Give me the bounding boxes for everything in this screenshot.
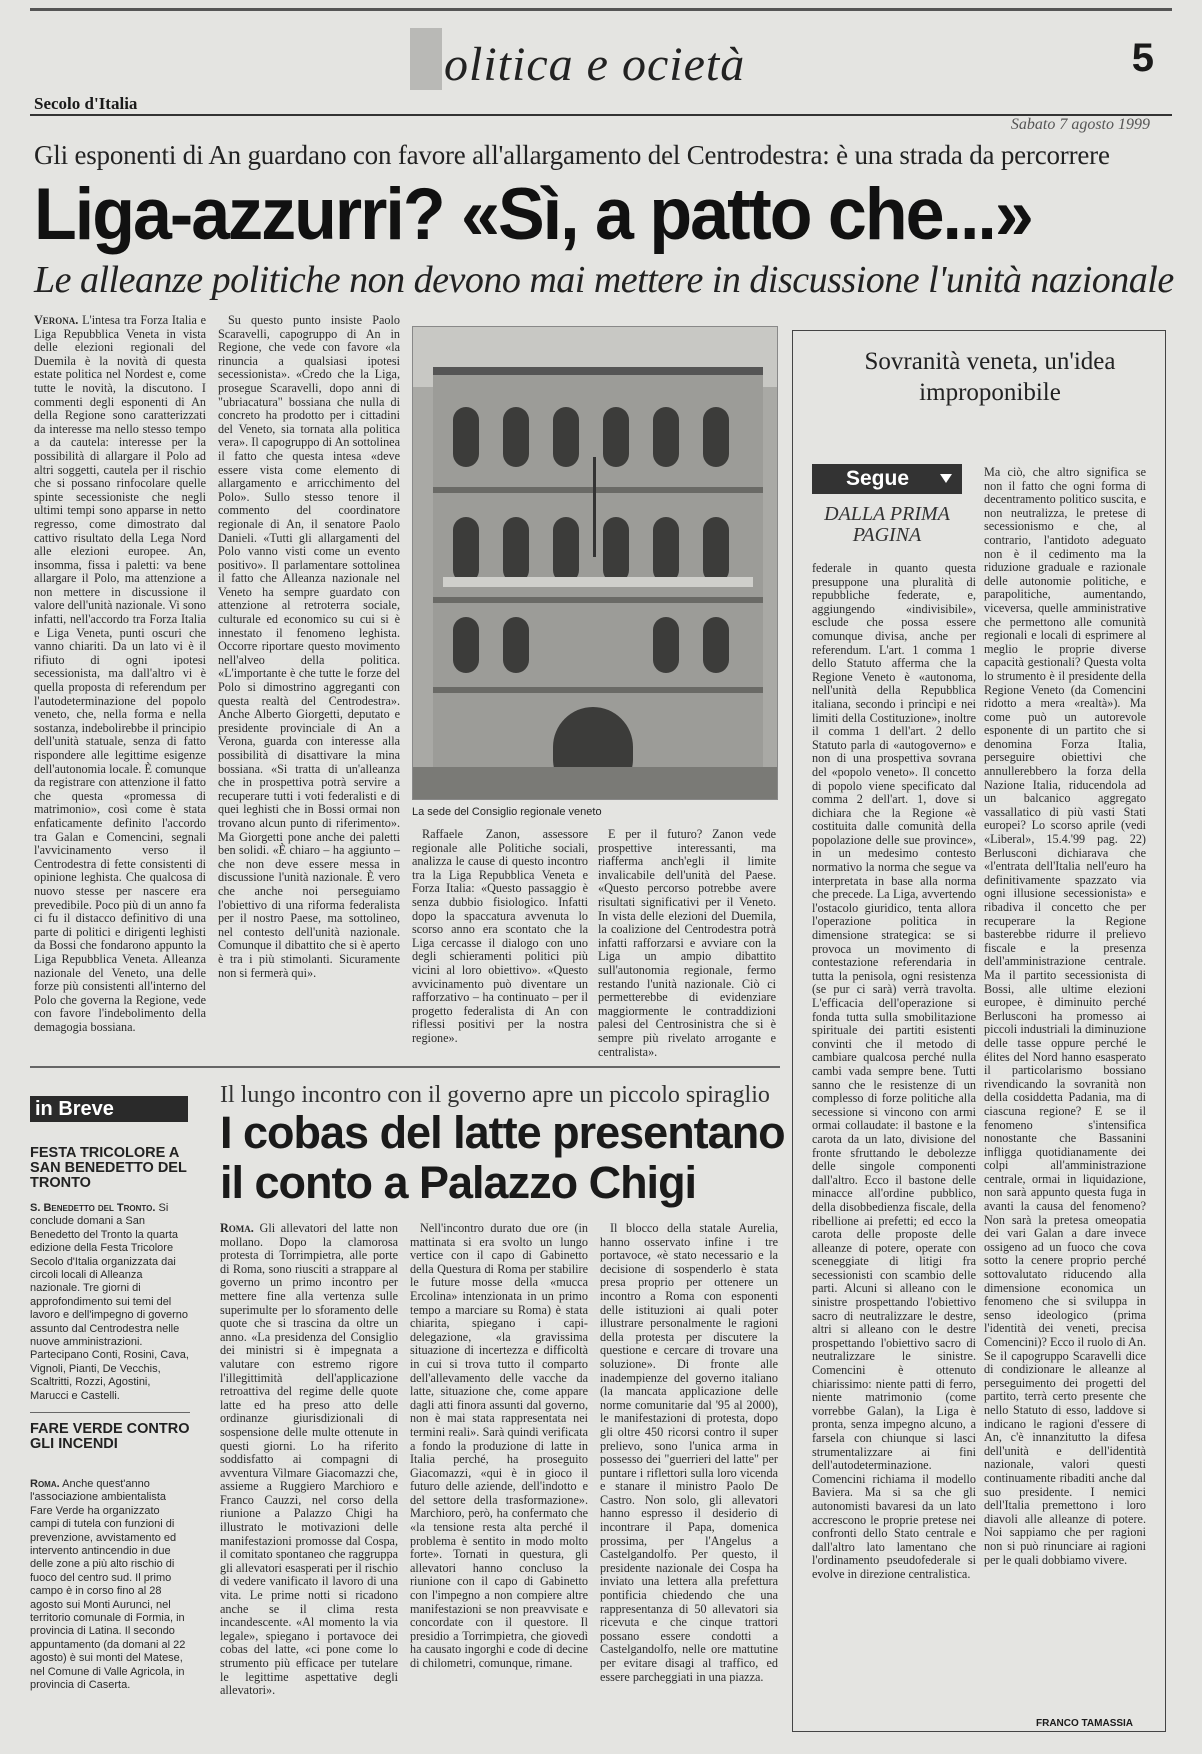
segue-badge xyxy=(812,464,962,494)
main-col2-text: Su questo punto insiste Paolo Scaravelli, capogruppo di An in Regione, che vede con favore «la rinuncia a qualsiasi ipotesi secessionista». «Credo che la Liga, prosegue Scaravelli, dopo anni di "ubriacatura" bossiana che nulla di concreto ha prodotto per i cittadini del Veneto, sia tornata alla politica vera». Il capogruppo di An sottolinea il fatto che questa intesa «deve essere vista come elemento di allargamento e arricchimento del Polo». Sullo stesso tenore il commento del coordinatore regionale di An, il senatore Paolo Danieli. «Tutti gli allargamenti del Polo vanno visti come un evento positivo». Il parlamentare sottolinea il fatto che Alleanza nazionale nel Veneto ha sempre guardato con attenzione al retroterra sociale, culturale ed economico su cui si è innestato il fenomeno leghista. Occorre riportare questo movimento nell'alveo della politica. «L'importante è che tutte le forze del Polo si dimostrino aggreganti con questa realtà del Centrodestra». Anche Alberto Giorgetti, deputato e presidente provinciale di An a Verona, guarda con interesse alla possibilità di disattivare la mina bossiana. «Si tratta di un'alleanza che in prospettiva potrà servire a recuperare tutti i voti federalisti e di quei leghisti che in Bossi ormai non trovano alcun punto di riferimento». Ma Giorgetti pone anche dei paletti ben solidi. «È chiaro – ha aggiunto – che non deve essere messa in discussione l'unità nazionale. È vero che anche noi perseguiamo l'obiettivo di una riforma federalista per il nostro Paese, ma sottolineo, nel contesto dell'unità nazionale. Comunque il dibattito che si è aperto è tra i più stimolanti. Sicuramente non si fermerà qui». xyxy=(218,313,400,980)
brief-2-title: FARE VERDE CONTRO GLI INCENDI xyxy=(30,1421,190,1452)
second-article-column-3 xyxy=(600,1222,778,1718)
second-headline-line-2: il conto a Palazzo Chigi xyxy=(220,1157,697,1208)
main-kicker: Gli esponenti di An guardano con favore all'allargamento del Centrodestra: è una strada da percorrere xyxy=(34,140,1110,170)
brief-1-text: Si conclude domani a San Benedetto del Tronto la quarta edizione della Festa Tricolore Secolo d'Italia organizzata dai circoli locali di Alleanza nazionale. Tre giorni di approfondimento sui temi del lavoro e dell'impegno di governo assunto dal Centrodestra nelle nuove amministrazioni. Partecipano Conti, Rosini, Cava, Vignoli, Pianti, De Vecchis, Scaltritti, Rozzi, Agostini, Marucci e Castelli. xyxy=(30,1202,189,1402)
header-top-rule xyxy=(30,8,1172,11)
second-article-column-2 xyxy=(410,1222,588,1718)
masthead: Secolo d'Italia xyxy=(34,94,138,113)
header-bottom-rule xyxy=(30,114,1172,116)
second-col1-text: Gli allevatori del latte non mollano. Dopo la clamorosa protesta di Torrimpietra, alle porte di Roma, sono riusciti a strappare al governo un primo incontro per mettere fine alla vertenza sulle superimulte per lo sforamento delle quote che si trascina da oltre un anno. «La presidenza del Consiglio dei ministri si è impegnata a valutare con estremo rigore l'illegittimità dell'applicazione retroattiva del regime delle quote latte ed ha preso atto delle ordinanze giurisdizionali di sospensione delle multe ottenute in questi giorni. Lo ha riferito soddisfatto ai compagni di avventura Vilmare Giacomazzi che, assieme a Ruggiero Marchioro e Franco Cauzzi, nel corso della riunione a Palazzo Chigi ha illustrato le motivazioni delle manifestazioni promosse dal Cospa, il comitato spontaneo che raggruppa gli allevatori esasperati per il rischio di vedere vanificato il lavoro di una vita. Le prime notti si ricadono anche se il clima resta incandescente. «Al momento la via legale», spiegano i portavoce dei cobas del latte, «ci pone come lo strumento più efficace per tutelare le legittime aspettative degli allevatori». xyxy=(220,1221,398,1698)
date-line: Sabato 7 agosto 1999 xyxy=(1010,116,1150,133)
main-col4-text: E per il futuro? Zanon vede prospettive interessanti, ma riafferma anch'egli il limite invalicabile dell'unità del Paese. «Questo percorso potrebbe avere risultati significativi per il Veneto. In vista delle elezioni del Duemila, la coalizione del Centrodestra potrà infatti rafforzarsi e avviare con la Liga un ampio dibattito sull'autonomia regionale, fermo restando l'unità nazionale. Ciò ci permetterebbe di evidenziare maggiormente le contraddizioni palesi del Centrosinistra che si è sempre più rivelato arrogante e centralista». xyxy=(598,827,776,1059)
second-kicker: Il lungo incontro con il governo apre un piccolo spiraglio xyxy=(220,1082,770,1108)
drop-cap-block xyxy=(410,28,442,90)
in-breve-label: in Breve xyxy=(35,1098,114,1120)
brief-2-dateline: Roma. xyxy=(30,1478,60,1490)
main-headline: Liga-azzurri? «Sì, a patto che...» xyxy=(34,173,1032,255)
sidebar-col2-text: Ma ciò, che altro significa se non il fatto che ogni forma di decentramento politico suscita, e non neutralizza, le pretese di secessionismo e che, al contrario, l'antidoto adeguato non è il cedimento ma la riduzione graduale e razionale delle autonomie politiche, e parapolitiche, aumentando, viceversa, quelle amministrative che permettono alle comunità regionali e locali di esprimere al meglio le proprie diverse capacità gestionali? Questa volta lo strumento è il presidente della Regione Veneto (da Comencini ridotto a mera «realtà»). Ma come può un autorevole esponente di un partito che si denomina Forza Italia, perseguire obiettivi che annullerebbero la forza della Nazione Italia, riducendola ad un balcanico aggregato vassallatico di più vasti Stati europei? Lo scorso aprile (vedi «Liberal», 15.4.'99 pag. 22) Berlusconi dichiarava che «l'entrata dell'Italia nell'euro ha definitivamente spazzato via ogni illusione secessionista» e ribadiva il concetto che per recuperare la Regione basterebbe ridurre il prelievo fiscale e la presenza dell'amministrazione centrale. Ma il partito secessionista di Bossi, alle ultime elezioni europee, è diminuito perché Berlusconi ha promesso ai piccoli industriali la diminuzione delle tasse oppure perché le élites del Nord hanno esasperato il particolarismo bossiano rivendicando la sovranità non della cosiddetta Padania, ma di ciascuna regione? E se il fenomeno s'intensifica nonostante che Bassanini infligga quotidianamente dei colpi all'amministrazione centrale, ormai in liquidazione, non sarà appunto questa fuga in avanti la causa del fenomeno? Non sarà la pretesa omeopatia dei vari Galan a dare invece ossigeno ad un fuoco che cova sotto la cenere proprio perché sottovalutato riducendo alla dimensione economica un fenomeno che si sviluppa in senso ideologico (prima l'identità dei veneti, precisa Comencini)? Ecco il ruolo di An. Se il capogruppo Scaravelli dice di condizionare le alleanze al perseguimento dei progetti del partito, terrà certo presente che nello Statuto di esso, laddove si indicano le ragioni d'essere di An, c'è innanzitutto la difesa dell'unità e dell'identità nazionale, valori questi continuamente ribaditi anche dal suo presidente. I nemici dell'Italia premettono i loro diavoli alle alleanze di potere. Noi sappiamo che per ragioni non si può rinunciare ai ragioni per le quali dobbiamo vivere. xyxy=(984,465,1146,1567)
brief-divider xyxy=(30,1412,190,1413)
main-article-column-3 xyxy=(412,828,588,1050)
sidebar-column-1 xyxy=(812,562,976,1712)
building-photo-graphic xyxy=(413,327,777,799)
second-article-column-1 xyxy=(220,1222,398,1718)
segue-label: Segue xyxy=(846,467,910,490)
second-col2-text: Nell'incontro durato due ore (in mattinata si era svolto un lungo vertice con il capo di Gabinetto della Questura di Roma per stabilire le future mosse della «mucca Ercolina» intenzionata in un primo tempo a marciare su Roma) è stata chiarita, spiegano i capi-delegazione, «la gravissima situazione di incertezza e difficoltà in cui si trova tutto il comparto dell'allevamento delle vacche da latte, situazione che, come appare dagli atti finora assunti dal governo, non è mai stata rappresentata nei termini reali». Sarà quindi verificata a fondo la produzione di latte in Italia perché, ha proseguito Giacomazzi, «qui è in gioco il futuro delle aziende, dell'indotto e del settore della trasformazione». Marchioro, però, ha confermato che «la tensione resta alta perché il problema è sentito in modo molto forte». Tornati in questura, gli allevatori hanno concluso la riunione con il capo di Gabinetto con l'impegno a non compiere altre manifestazioni se non preavvisate e concordate con il questore. Il presidio a Torrimpietra, che giovedì ha causato ingorghi e code di decine di chilometri, comunque, rimane. xyxy=(410,1221,588,1670)
second-col3-text: Il blocco della statale Aurelia, hanno osservato infine i tre portavoce, «è stato necessario e la decisione di sospenderlo è stata presa proprio per ottenere un incontro a Roma con esponenti delle istituzioni ai quali poter illustrare personalmente le ragioni della protesta per discutere la questione e cercare di trovare una soluzione». Di fronte alle inadempienze del governo italiano (la mancata applicazione delle norme comunitarie dal '95 al 2000), le manifestazioni di protesta, dopo gli oltre 450 ricorsi contro il super prelievo, sono l'unica arma in possesso dei "guerrieri del latte" per puntare i riflettori sulla loro vicenda e stanare il ministro Paolo De Castro. Non solo, gli allevatori hanno espresso il desiderio di incontrare il Papa, domenica prossima, per l'Angelus a Castelgandolfo. Per questo, il presidente nazionale dei Cospa ha inviato una lettera alla prefettura pontificia chiedendo che una rappresentanza di 50 allevatori sia ricevuta e che cinque trattori possano essere condotti a Castelgandolfo, nelle ore mattutine per evitare disagi al traffico, ed essere parcheggiati in una piazza. xyxy=(600,1221,778,1684)
second-headline-line-1: I cobas del latte presentano xyxy=(220,1107,785,1158)
dalla-prima-pagina: DALLA PRIMA PAGINA xyxy=(824,503,950,546)
lower-section-rule xyxy=(30,1066,780,1068)
sidebar-column-2 xyxy=(984,466,1146,1714)
section-title xyxy=(410,28,745,92)
author-signature: FRANCO TAMASSIA xyxy=(1036,1718,1134,1729)
brief-1-body xyxy=(30,1202,190,1402)
main-col1-text: L'intesa tra Forza Italia e Liga Repubblica Veneta in vista delle elezioni regionali del Duemila è la novità di questa estate politica nel Nordest e, come tutte le novità, la discutono. I commenti degli esponenti di An della Regione sono caratterizzati da interesse ma nello stesso tempo a da cautela: interesse per la possibilità di allargare il Polo ad altri soggetti, cautela per il rischio che si possano rinfocolare quelle spinte secessioniste che negli ultimi tempi sono apparse in netto regresso, come dimostrato dal cattivo risultato della Lega Nord alle elezioni europee. An, insomma, fissa i paletti: va bene allargare il Polo, ma attenzione a non mettere in discussione il valore dell'unità nazionale. Vi sono infatti, nell'accordo tra Forza Italia e Liga Veneta, punti oscuri che vanno chiariti. Da un lato vi è il rifiuto di ogni ipotesi secessionista, ma dall'altro vi è quella proposta di referendum per l'autodeterminazione del popolo veneto, che, nella forma e nella sostanza, indebolirebbe il principio dell'unità statuale, senza di fatto rispondere alle legittime esigenze dell'autonomia locale. È comunque da registrare con attenzione il fatto che questa «promessa di matrimonio», così come è stata enfaticamente definito l'accordo tra Galan e Comencini, segnali l'avvicinamento verso il Centrodestra di fette consistenti di opinione leghista. Che qualcosa di nuovo stesse per nascere era prevedibile. Poco più di un anno fa ci fu il distacco definitivo di una parte di politici e dirigenti leghisti da Bossi che fondarono appunto la Liga Repubblica Veneta. Alleanza nazionale del Veneto, una delle forze più consistenti all'interno del Polo che governa la Regione, vede con favore l'indebolimento della demagogia bossiana. xyxy=(34,313,206,1034)
brief-1-title: FESTA TRICOLORE A SAN BENEDETTO DEL TRONTO xyxy=(30,1145,187,1191)
second-dateline: Roma. xyxy=(220,1221,254,1235)
building-photo xyxy=(412,326,778,800)
brief-2-text: Anche quest'anno l'associazione ambientalista Fare Verde ha organizzato campi di tutela con funzioni di prevenzione, avvistamento ed intervento antincendio in due delle zone a più alto rischio di fuoco del centro sud. Il primo campo è in corso fino al 28 agosto sui Monti Aurunci, nel territorio comunale di Formia, in provincia di Latina. Il secondo appuntamento (da domani al 22 agosto) è sui monti del Matese, nel Comune di Valle Agricola, in provincia di Caserta. xyxy=(30,1478,186,1692)
main-col3-text: Raffaele Zanon, assessore regionale alle Politiche sociali, analizza le cause di questo incontro tra la Liga Repubblica Veneta e Forza Italia: «Questo passaggio è senza dubbio fisiologico. Infatti dopo la spaccatura avvenuta lo scorso anno era scontato che la Liga cercasse il dialogo con uno degli schieramenti politici più vicini al loro obiettivo». «Questo avvicinamento può diventare un rafforzativo – ha continuato – per il progetto federalista di An con riflessi positivi per la nostra regione». xyxy=(412,827,588,1045)
brief-1-dateline: S. Benedetto del Tronto. xyxy=(30,1202,156,1214)
brief-2-body xyxy=(30,1478,190,1718)
dateline-verona: Verona. xyxy=(34,313,79,327)
second-headline xyxy=(220,1108,785,1208)
main-subhead: Le alleanze politiche non devono mai mettere in discussione l'unità nazionale xyxy=(34,259,1174,301)
main-article-column-4 xyxy=(598,827,776,1059)
in-breve-header xyxy=(30,1096,188,1122)
sidebar-title: Sovranità veneta, un'idea improponibile xyxy=(864,348,1116,406)
section-title-text: olitica e ocietà xyxy=(444,38,746,91)
page-number: 5 xyxy=(1131,36,1154,80)
photo-caption: La sede del Consiglio regionale veneto xyxy=(412,806,602,818)
sidebar-col1-text: federale in quanto questa presuppone una pluralità di repubbliche federate, e, aggiungendo «indivisibile», esclude che possa essere comunque divisa, anche per referendum. L'art. 1 comma 1 dello Statuto afferma che la Regione Veneto è «autonoma, nell'unità della Repubblica italiana, secondo i princìpi e nei limiti della Costituzione», inoltre il comma 1 dell'art. 2 dello Statuto parla di «autogoverno» e non di una prospettiva sovrana del «popolo veneto». Il concetto di popolo viene specificato dal comma 2 dell'art. 1, dove si dichiara che la Regione «è costituita dalle comunità della popolazione delle sue province», in un medesimo contesto normativo la norma che segue va interpretata in base alla norma che precede. La Liga, avvertendo l'ostacolo giuridico, tenta allora l'operazione politica in dimensione strategica: se si provoca un movimento di contestazione referendaria in tutta la penisola, ogni resistenza (se pur ci sarà) verrà travolta. L'efficacia dell'operazione si fonda tutta sulla smobilitazione spirituale dei partiti esistenti convinti che il metodo di cambiare qualcosa perché nulla cambi vada sempre bene. Tutti sanno che le resistenze di un complesso di forze politiche alla secessione si vincono con armi ormai collaudate: il bastone e la carota da un lato, divisione del fronte sfruttando le debolezze delle singole componenti dall'altro. Ecco il bastone delle minacce all'ordine pubblico, della disobbedienza fiscale, della ribellione ai prefetti; ed ecco la carota delle proposte delle alleanze di potere, operate con sceneggiate di litigi fra secessionisti con scambio delle parti. Alcuni si alleano con le sinistre prospettando l'obiettivo sacro di neutralizzare le destre, altri si alleano con le destre prospettando l'obiettivo sacro di neutralizzare le sinistre. Comencini è ottenuto chiarissimo: niente patti di ferro, niente matrimonio (come vorrebbe Galan), la Liga è pronta, senza impegno alcuno, a farsela con chiunque si lasci strumentalizzare ai fini dell'autodeterminazione. Comencini richiama il modello Baviera. Ma si sa che gli autonomisti bavaresi da un lato accrescono le proprie pretese nei confronti dello Stato centrale e dall'altro lato lamentano che l'ordinamento pseudofederale si evolve in direzione centralistica. xyxy=(812,561,976,1581)
triangle-down-icon xyxy=(940,474,952,483)
